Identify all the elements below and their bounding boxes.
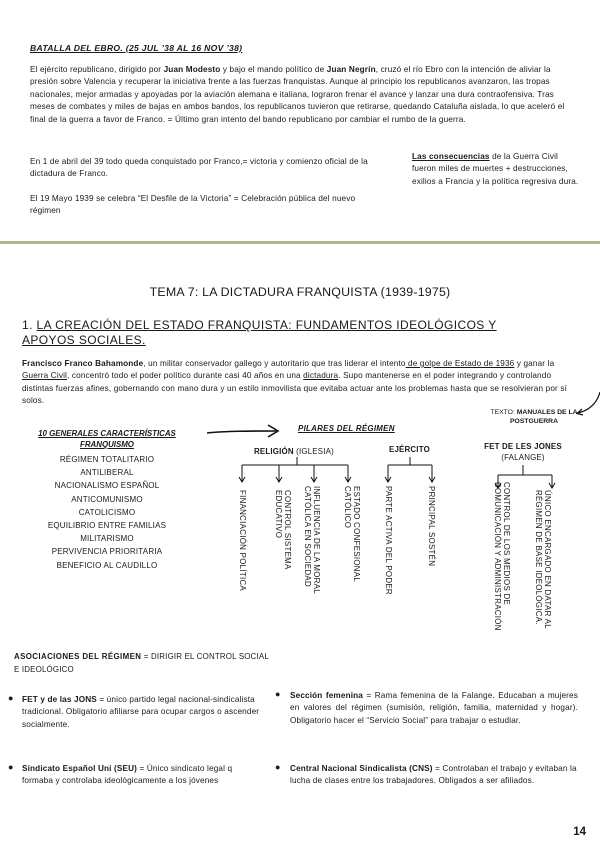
religion-bracket	[239, 457, 351, 482]
bullet-seu: Sindicato Español Uni (SEU) = Único sindicato legal q formaba y controlaba ideológicamente a los jóvenes	[22, 764, 233, 786]
pillar-fet: FET DE LES JONES (FALANGE)	[484, 442, 562, 462]
intro-paragraph: Francisco Franco Bahamonde, un militar conservador gallego y autoritario que tras liderar el intento de golpe de Estado de 1936 y ganar la Guerra Civil, concentró todo el poder político durante casi 40 años en una dictadura. Supo mantenerse en el poder integrando y controlando distintas fuerzas afines, gobernando con mano dura y un estilo inmovilista que evitaba actuar ante los problemas hasta que se resolvieran por sí solos.	[22, 359, 567, 406]
pillar-religion: RELIGIÓN (IGLESIA)	[254, 447, 334, 456]
right-arrow-icon	[207, 431, 276, 433]
pillars-title: PILARES DEL RÉGIMEN	[298, 424, 395, 433]
link-dictadura[interactable]: dictadura	[303, 371, 339, 381]
ejercito-item: PRINCIPAL SOSTÉN	[427, 486, 436, 567]
chapter-title: TEMA 7: LA DICTADURA FRANQUISTA (1939-1975)	[149, 285, 451, 299]
list-item: CATOLICISMO	[78, 507, 136, 517]
pillar-ejercito: EJÉRCITO	[389, 445, 430, 454]
name-franco: Francisco Franco Bahamonde	[22, 359, 144, 368]
ebro-paragraph: El ejército republicano, dirigido por Juan Modesto y bajo el mando político de Juan Negrín, cruzó el río Ebro con la intención de aliviar la presión sobre Valencia y recuperar la iniciativa frente a las fuerzas franquistas. Aunque al principio los republicanos avanzaron, las tropas nacionales, mejor armadas y apoyadas por la aviación alemana e italiana, lograron frenar el avance y lanzar una dura contraofensiva. Tras meses de combates y miles de bajas en ambos bandos, los republicanos tuvieron que retirarse, quedando Cataluña aislada, lo que aceleró el final de la guerra a favor de Franco. = Último gran intento del bando republicano por cambiar el rumbo de la guerra.	[30, 65, 565, 124]
list-item: EQUILIBRIO ENTRE FAMILIAS	[47, 520, 167, 530]
section-1-title: LA CREACIÓN DEL ESTADO FRANQUISTA: FUNDAMENTOS IDEOLÓGICOS Y APOYOS SOCIALES.	[22, 318, 497, 347]
religion-item: FINANCIACIÓN POLÍTICA	[238, 490, 247, 591]
consequences-note: Las consecuencias de la Guerra Civil fueron miles de muertes + destrucciones, exilios a Francia y la política regresiva dura.	[412, 152, 579, 186]
link-guerra-civil[interactable]: Guerra Civil	[22, 371, 68, 381]
ejercito-item: PARTE ACTIVA DEL PODER	[384, 486, 393, 595]
list-item: RÉGIMEN TOTALITARIO	[59, 455, 155, 464]
bullet-icon: ●	[8, 762, 14, 772]
characteristics-title: 10 GENERALES CARACTERÍSTICAS FRANQUISMO	[38, 429, 176, 449]
may-paragraph: El 19 Mayo 1939 se celebra “El Desfile de la Victoria” = Celebración pública del nuevo régimen	[30, 194, 356, 216]
link-golpe-estado[interactable]: de golpe de Estado de 1936	[405, 359, 515, 368]
fet-item: CONTROL DE LOS MEDIOS DE COMUNICACIÓN Y ADMINISTRACIÓN	[493, 482, 511, 631]
bullet-seccion-femenina: Sección femenina = Rama femenina de la Falange. Educaban a mujeres en valores del régimen (sumisión, religión, familia, maternidad y hogar). Obligatorio hacer el “Servicio Social” para trabajar o estudiar.	[290, 691, 578, 725]
list-item: PERVIVENCIA PRIORITARIA	[51, 547, 163, 557]
list-item: ANTILIBERAL	[80, 468, 134, 478]
religion-item: CONTROL SISTEMA EDUCATIVO	[274, 490, 292, 570]
list-item: NACIONALISMO ESPAÑOL	[54, 481, 160, 491]
religion-item: INFLUENCIA DE LA MORAL CATÓLICA EN SOCIEDAD	[303, 486, 321, 594]
list-item: MILITARISMO	[80, 534, 134, 544]
page-number: 14	[573, 826, 586, 838]
bullet-icon: ●	[275, 689, 281, 699]
bullet-icon: ●	[8, 693, 14, 703]
characteristics-list	[17, 455, 197, 574]
ejercito-bracket	[385, 457, 435, 482]
list-item: BENEFICIO AL CAUDILLO	[56, 560, 158, 570]
april-paragraph: En 1 de abril del 39 todo queda conquistado por Franco,= victoria y comienzo oficial de la dictadura de Franco.	[30, 157, 368, 179]
bullet-cns: Central Nacional Sindicalista (CNS) = Controlaban el trabajo y evitaban la lucha de clases entre los trabajadores. Obligados a ser afiliados.	[290, 764, 577, 786]
list-item: ANTICOMUNISMO	[71, 494, 143, 504]
section-1-heading: 1. LA CREACIÓN DEL ESTADO FRANQUISTA: FUNDAMENTOS IDEOLÓGICOS Y APOYOS SOCIALES.	[22, 318, 497, 347]
section-title-ebro: BATALLA DEL EBRO. (25 JUL ’38 AL 16 NOV ’38)	[30, 43, 243, 53]
name-juan-negrin: Juan Negrín	[326, 65, 376, 74]
asociaciones-heading: ASOCIACIONES DEL RÉGIMEN = DIRIGIR EL CONTROL SOCIAL E IDEOLÓGICO	[14, 652, 269, 674]
fet-item: ÚNICO ENCARGADO EN DATAR AL RÉGIMEN DE BASE IDEOLÓGICA.	[534, 490, 552, 629]
texto-note: TEXTO: MANUALES DE LA POSTGUERRA	[490, 409, 578, 425]
consequences-label: Las consecuencias	[412, 152, 490, 161]
bullet-fet-jons: FET y de las JONS = único partido legal nacional-sindicalista tradicional. Obligatorio afiliarse para ocupar cargos o ascender socialmente.	[22, 695, 260, 729]
name-juan-modesto: Juan Modesto	[163, 65, 221, 74]
religion-item: ESTADO CONFESIONAL CATÓLICO	[343, 486, 361, 582]
bullet-icon: ●	[275, 762, 281, 772]
